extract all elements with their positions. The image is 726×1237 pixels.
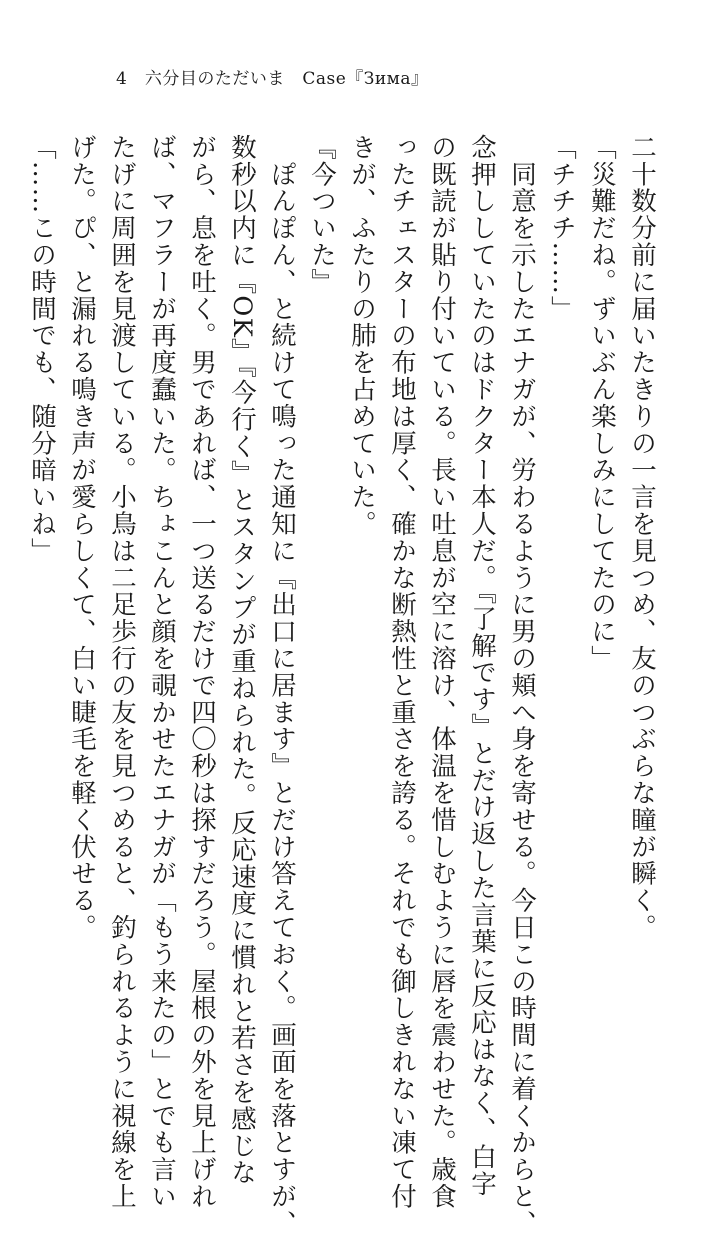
text-line: たげに周囲を見渡している。小鳥は二足歩行の友を見つめると、釣られるように視線を上 xyxy=(107,134,137,1210)
text-line: 数秒以内に『OK』『今行く』とスタンプが重ねられた。反応速度に慣れと若さを感じな xyxy=(227,134,257,1187)
running-header xyxy=(116,64,429,89)
text-line: げた。ぴ、と漏れる鳴き声が愛らしくて、白い睫毛を軽く伏せる。 xyxy=(67,134,97,941)
text-line: ぽんぽん、と続けて鳴った通知に『出口に居ます』とだけ答えておく。画面を落とすが、 xyxy=(267,134,297,1237)
text-line: がら、息を吐く。男であれば、一つ送るだけで四〇秒は探すだろう。屋根の外を見上げれ xyxy=(187,134,217,1210)
text-line: ったチェスターの布地は厚く、確かな断熱性と重さを誇る。それでも御しきれない凍て付 xyxy=(387,134,417,1210)
text-line: 「災難だね。ずいぶん楽しみにしてたのに」 xyxy=(587,134,617,672)
text-line: きが、ふたりの肺を占めていた。 xyxy=(347,134,377,538)
text-line: 『今ついた』 xyxy=(307,134,337,296)
text-line: 「チチチ……」 xyxy=(547,134,577,323)
page-number: 4 xyxy=(116,69,128,89)
text-line: 「……この時間でも、随分暗いね」 xyxy=(27,134,57,565)
text-line: 念押ししていたのはドクター本人だ。『了解です』とだけ返した言葉に反応はなく、白字 xyxy=(467,134,497,1198)
running-title: 六分目のただいま Case『Зима』 xyxy=(144,69,429,89)
vertical-body-text xyxy=(27,134,662,1237)
text-line: ば、マフラーが再度蠢いた。ちょこんと顔を覗かせたエナガが「もう来たの」とでも言い xyxy=(147,134,177,1210)
text-line: 二十数分前に届いたきりの一言を見つめ、友のつぶらな瞳が瞬く。 xyxy=(627,134,657,941)
text-line: の既読が貼り付いている。長い吐息が空に溶け、体温を惜しむように唇を震わせた。歳食 xyxy=(427,134,457,1210)
text-line: 同意を示したエナガが、労わるように男の頬へ身を寄せる。今日この時間に着くからと、 xyxy=(507,134,537,1237)
